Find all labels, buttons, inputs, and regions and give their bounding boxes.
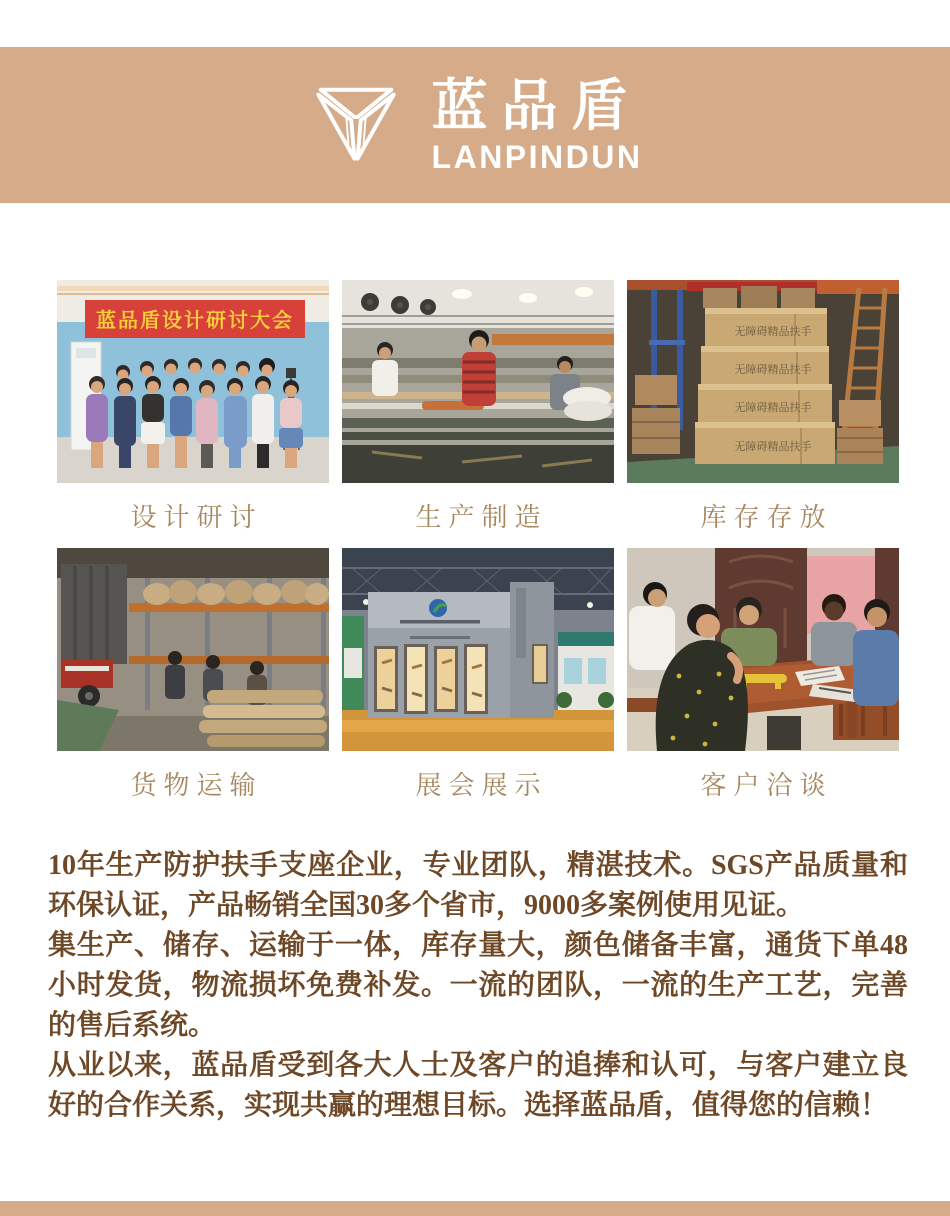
gallery-item-client-meeting [627, 548, 899, 816]
warehouse-storage-illustration [627, 280, 899, 483]
photo-client-meeting [627, 548, 899, 751]
header-band [0, 47, 950, 203]
photo-production [342, 280, 614, 483]
gallery-item-design-seminar [57, 280, 329, 548]
photo-caption-warehouse: 库存存放 [700, 503, 833, 532]
photo-caption-client-meeting: 客户洽谈 [700, 771, 833, 800]
photo-transport [57, 548, 329, 751]
brand-name-chinese: 蓝品盾 [431, 74, 642, 138]
footer-band [0, 1201, 950, 1216]
gallery-item-warehouse [627, 280, 899, 548]
triangle-shield-icon [308, 69, 404, 181]
brand-name-latin: LANPINDUN [431, 138, 643, 175]
cargo-transport-illustration [57, 548, 329, 751]
carton-label: 无障碍精品扶手 [734, 326, 812, 338]
intro-paragraph-2: 集生产、储存、运输于一体，库存量大，颜色储备丰富，通货下单48小时发货，物流损坏免费补发。一流的团队，一流的生产工艺，完善的售后系统。 [48, 930, 908, 1041]
intro-paragraph-1: 10年生产防护扶手支座企业，专业团队，精湛技术。SGS产品质量和环保认证，产品畅销全国30多个省市，9000多案例使用见证。 [48, 850, 908, 921]
photo-gallery [57, 280, 899, 816]
photo-caption-design-seminar: 设计研讨 [130, 503, 263, 532]
gallery-item-transport [57, 548, 329, 816]
photo-caption-transport: 货物运输 [130, 771, 263, 800]
seminar-banner-text: 蓝品盾设计研讨大会 [96, 310, 294, 332]
photo-exhibition [342, 548, 614, 751]
brand-text [431, 74, 643, 175]
photo-caption-production: 生产制造 [415, 503, 548, 532]
intro-paragraph-3: 从业以来，蓝品盾受到各大人士及客户的追捧和认可，与客户建立良好的合作关系，实现共赢的理想目标。选择蓝品盾，值得您的信赖！ [48, 1050, 908, 1121]
company-intro [48, 846, 908, 1126]
carton-label: 无障碍精品扶手 [734, 441, 812, 453]
photo-caption-exhibition: 展会展示 [415, 771, 548, 800]
client-meeting-illustration [627, 548, 899, 751]
exhibition-booth-illustration [342, 548, 614, 751]
photo-design-seminar [57, 280, 329, 483]
gallery-item-exhibition [342, 548, 614, 816]
gallery-item-production [342, 280, 614, 548]
carton-label: 无障碍精品扶手 [734, 364, 812, 376]
production-workshop-illustration [342, 280, 614, 483]
design-seminar-illustration [57, 280, 329, 483]
carton-label: 无障碍精品扶手 [734, 402, 812, 414]
photo-warehouse [627, 280, 899, 483]
